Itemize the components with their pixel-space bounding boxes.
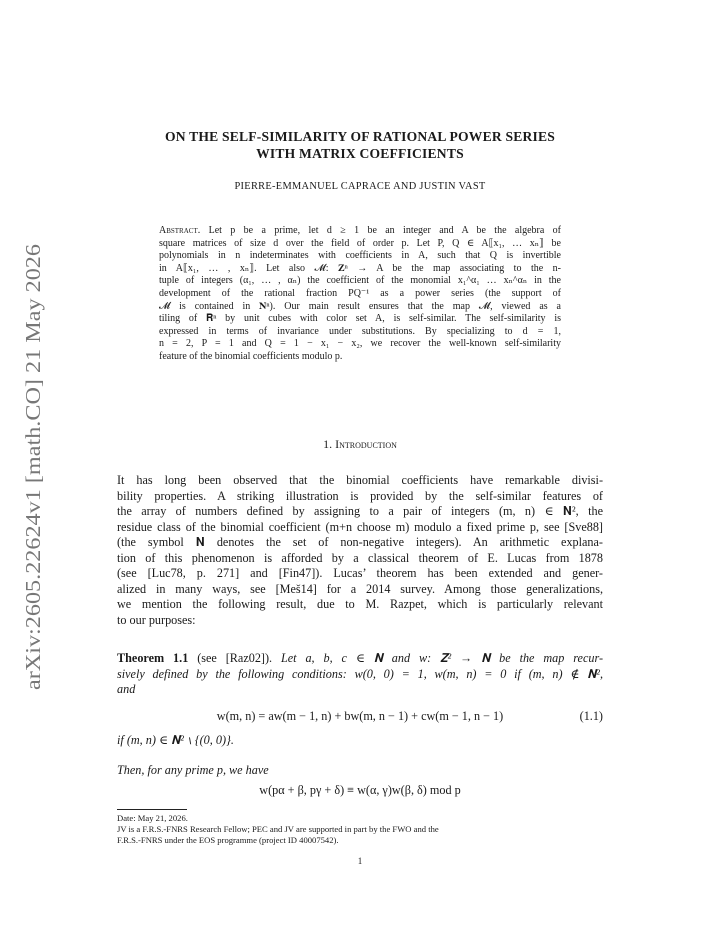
footnote-rule [117,809,187,810]
congruence-equation [117,783,603,799]
abstract-line: Abstract. Let p be a prime, let d ≥ 1 be an integer and A be the algebra of [159,225,561,236]
intro-line: residue class of the binomial coefficient (m+n choose m) modulo a fixed prime p, see [Sve88] [117,519,603,534]
intro-line: alized in many ways, see [Meš14] for a 2014 survey. Among those generalizations, [117,581,603,596]
theorem-label: Theorem 1.1 [117,651,189,665]
intro-line: (see [Luc78, p. 271] and [Fin47]). Lucas’ theorem has been extended and gener- [117,566,603,580]
abstract-line: feature of the binomial coefficients modulo p. [159,350,343,362]
abstract-line: polynomials in n indeterminates with coefficients in A, such that Q is invertible [159,250,561,262]
intro-line: we mention the following result, due to M. Razpet, which is particularly relevant [117,597,603,611]
abstract-line: n = 2, P = 1 and Q = 1 − x₁ − x₂, we recover the well-known self-similarity [159,338,561,350]
abstract-line: in A⟦x₁, … , xₙ⟧. Let also 𝓜: 𝐙ⁿ → A be the map associating to the n- [159,262,561,274]
intro-paragraph [117,473,603,628]
theorem-line: and [117,682,136,696]
congruence-text: w(pα + β, pγ + δ) ≡ w(α, γ)w(β, δ) mod p [259,783,461,797]
theorem-block [117,651,603,698]
title-line-2: WITH MATRIX COEFFICIENTS [256,145,464,161]
intro-line: the array of numbers defined by assigning to a pair of integers (m, n) ∈ 𝐍², the [117,504,603,518]
intro-line: (the symbol 𝐍 denotes the set of non-negative integers). An arithmetic explana- [117,535,603,549]
intro-line: bility properties. A striking illustration is provided by the self-similar features of [117,488,603,503]
abstract-label: Abstract. [159,225,201,236]
abstract-line: expressed in terms of invariance under substitutions. By specializing to d = 1, [159,325,561,337]
equation-text: w(m, n) = aw(m − 1, n) + bw(m, n − 1) + cw(m − 1, n − 1) [216,709,504,723]
theorem-cite: (see [Raz02]). [197,651,273,665]
abstract-line: development of the rational fraction PQ⁻¹ as a power series (the support of [159,287,561,299]
intro-line: It has long been observed that the binomial coefficients have remarkable divisi- [117,473,603,487]
arxiv-id: arXiv:2605.22624v1 [math.CO] 21 May 2026 [21,302,45,690]
footnote-funding: JV is a F.R.S.-FNRS Research Fellow; PEC and JV are supported in part by the FWO and the [117,824,439,834]
footnote-date: Date: May 21, 2026. [117,813,188,823]
paper-title [100,129,620,162]
abstract-line: square matrices of size d over the field of order p. Let P, Q ∈ A⟦x₁, … xₙ⟧ be [159,237,561,249]
equation-1-1 [117,709,603,725]
after-equation: if (m, n) ∈ 𝐍² ∖ {(0, 0)}. [117,733,234,747]
footnote-funding-cont: F.R.S.-FNRS under the EOS programme (project ID 40007542). [117,835,339,845]
abstract-line: 𝓜 is contained in 𝐍ⁿ). Our main result ensures that the map 𝓜, viewed as a [159,300,561,312]
paper-authors: PIERRE-EMMANUEL CAPRACE AND JUSTIN VAST [234,181,486,192]
theorem-line: sively defined by the following conditions: w(0, 0) = 1, w(m, n) = 0 if (m, n) ∉ 𝐍², [117,666,603,681]
title-line-1: ON THE SELF-SIMILARITY OF RATIONAL POWER SERIES [164,129,556,144]
arxiv-stamp [14,240,50,690]
equation-number: (1.1) [579,709,603,723]
section-heading: 1. Introduction [323,437,397,451]
then-text: Then, for any prime p, we have [117,763,269,777]
theorem-line: Theorem 1.1 (see [Raz02]). Let a, b, c ∈ 𝐍 and w: 𝐙² → 𝐍 be the map recur- [117,651,604,665]
intro-line: to our purposes: [117,612,196,627]
abstract [159,225,561,364]
abstract-line: tiling of 𝐑ⁿ by unit cubes with color set A, is self-similar. The self-similarity is [159,313,561,325]
abstract-line: tuple of integers (α₁, … , αₙ) the coefficient of the monomial x₁^α₁ … xₙ^αₙ in the [159,275,561,287]
intro-line: tion of this phenomenon is afforded by a classical theorem of E. Lucas from 1878 [117,550,603,565]
footnotes [117,813,603,846]
page-number: 1 [357,856,363,866]
